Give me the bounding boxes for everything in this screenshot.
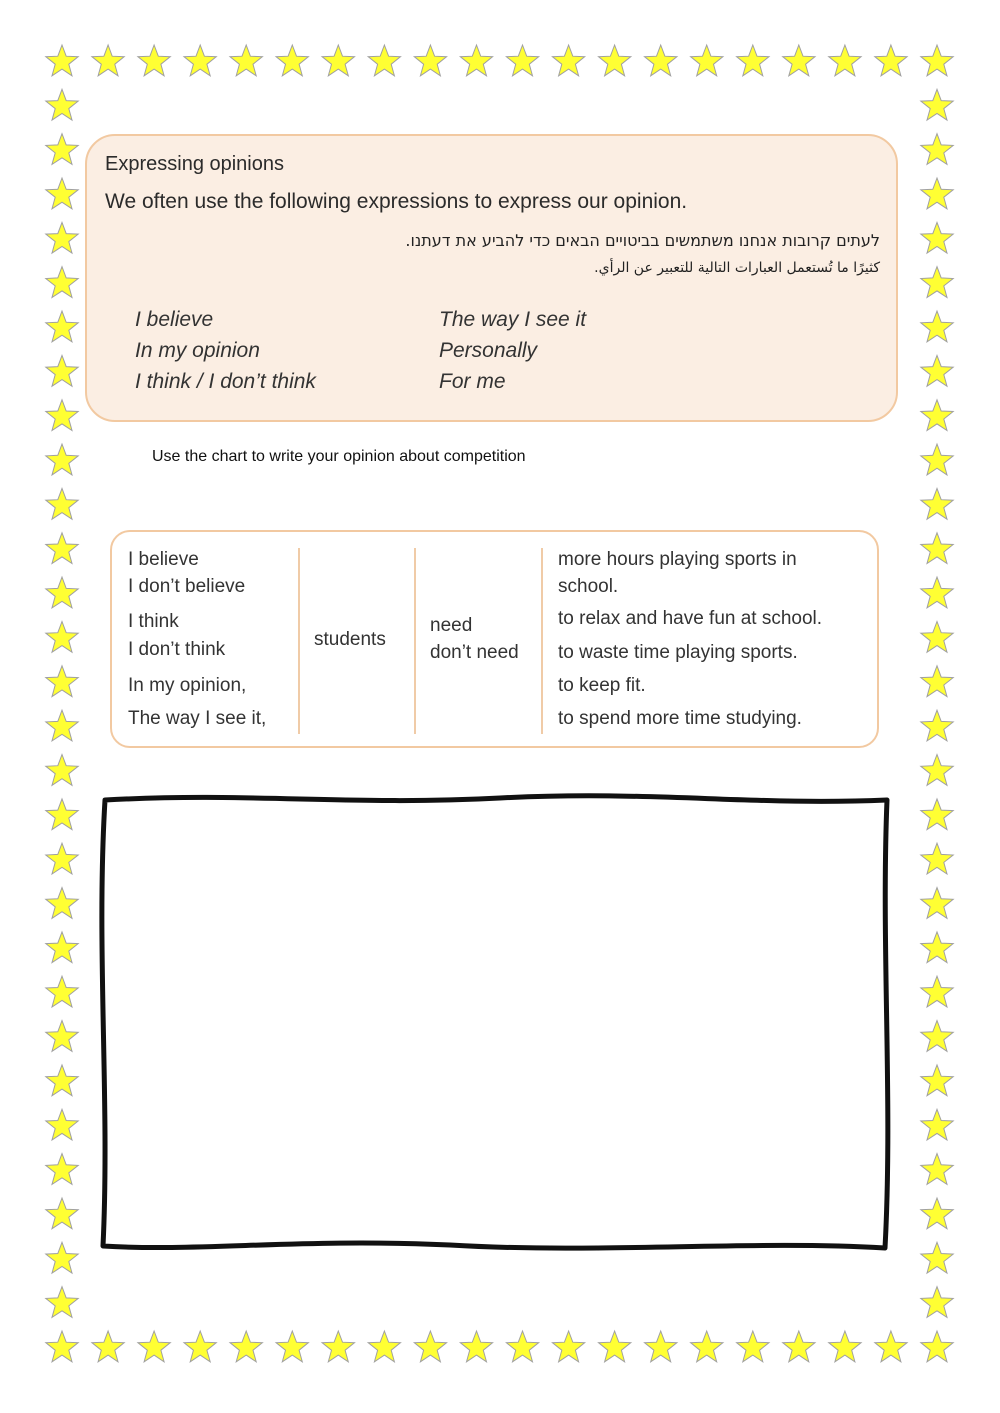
box-subtitle: We often use the following expressions to express our opinion. xyxy=(105,190,688,213)
chart-opener: I think xyxy=(128,611,179,632)
chart-opener: I believe xyxy=(128,549,199,570)
chart-opener: I don’t think xyxy=(128,639,226,660)
arabic-translation: كثيرًا ما تُستعمل العبارات التالية للتعبير عن الرأي. xyxy=(594,260,880,276)
box-title: Expressing opinions xyxy=(105,153,284,175)
expression-right: For me xyxy=(439,370,506,393)
expression-left: I think / I don’t think xyxy=(135,370,316,393)
chart-opener: In my opinion, xyxy=(128,675,247,696)
expression-left: I believe xyxy=(135,308,214,331)
chart-subject: students xyxy=(314,629,386,650)
chart-ending: school. xyxy=(558,576,619,597)
chart-opener: I don’t believe xyxy=(128,576,246,597)
expression-right: The way I see it xyxy=(439,308,587,331)
chart-ending: to spend more time studying. xyxy=(558,708,802,729)
chart-verb: don’t need xyxy=(430,642,519,663)
chart-ending: to keep fit. xyxy=(558,675,646,696)
chart-verb: need xyxy=(430,615,473,636)
chart-ending: more hours playing sports in xyxy=(558,549,797,570)
expression-right: Personally xyxy=(439,339,538,362)
instruction-text: Use the chart to write your opinion about competition xyxy=(152,448,526,465)
expression-left: In my opinion xyxy=(135,339,260,362)
chart-ending: to relax and have fun at school. xyxy=(558,608,823,629)
chart-opener: The way I see it, xyxy=(128,708,267,729)
hebrew-translation: לעתים קרובות אנחנו משתמשים בביטויים הבאים כדי להביע את דעתנו. xyxy=(405,231,880,250)
chart-ending: to waste time playing sports. xyxy=(558,642,798,663)
